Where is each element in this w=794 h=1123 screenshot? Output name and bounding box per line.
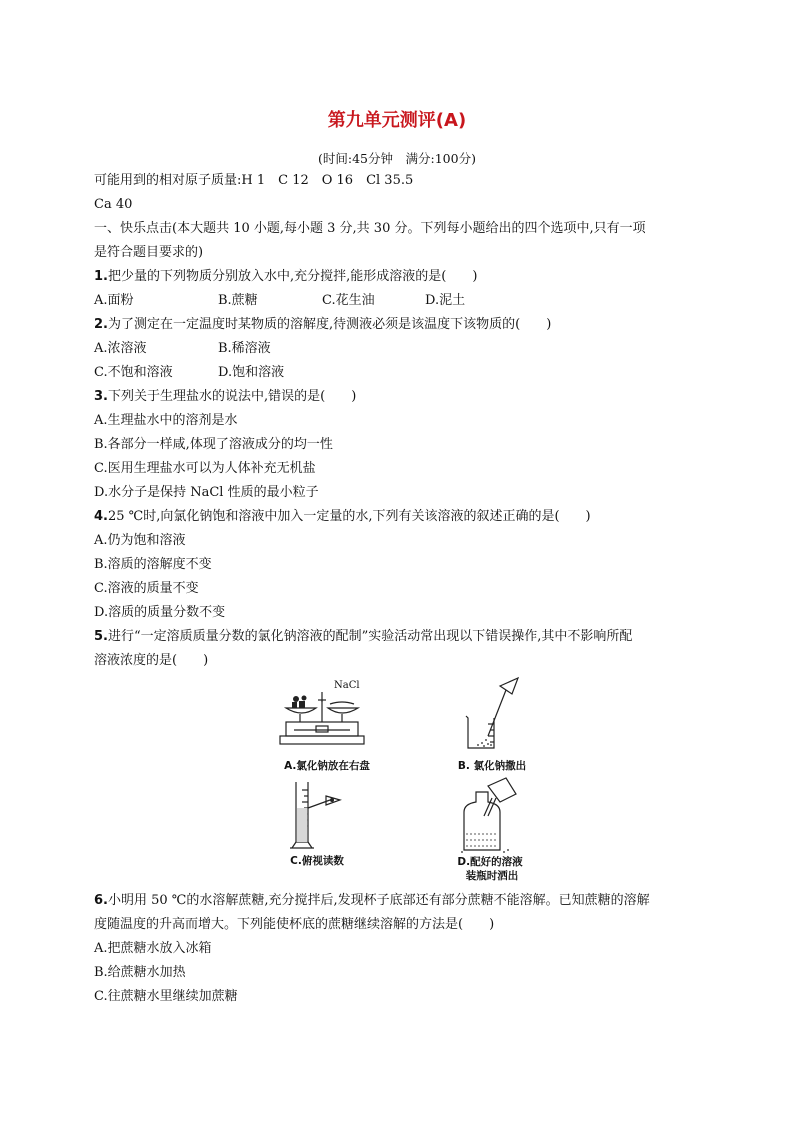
balance-illustration [276,674,376,752]
question-6-continued: 度随温度的升高而增大。下列能使杯底的蔗糖继续溶解的方法是( ) [94,917,495,932]
question-1 [94,269,477,285]
caption-c: C.俯视读数 [290,855,344,867]
q3-option-a: A.生理盐水中的溶剂是水 [94,413,238,428]
q4-option-a: A.仍为饱和溶液 [94,533,186,548]
q2-option-a: A.浓溶液 [94,341,147,356]
cylinder-reading-illustration [286,778,346,854]
nacl-label: NaCl [334,680,360,691]
question-text: 下列关于生理盐水的说法中,错误的是( ) [107,389,357,404]
question-number: 4. [94,509,108,524]
q4-option-c: C.溶液的质量不变 [94,581,199,596]
beaker-spill-illustration [458,676,528,754]
question-number: 3. [94,389,108,404]
section-header-line-2: 是符合题目要求的) [94,245,204,260]
question-5 [94,629,632,645]
question-text: 小明用 50 ℃的水溶解蔗糖,充分搅拌后,发现杯子底部还有部分蔗糖不能溶解。已知蔗糖的溶解 [107,893,650,908]
q1-option-d: D.泥土 [425,293,466,308]
caption-d-line-1: D.配好的溶液 [457,856,523,868]
q3-option-c: C.医用生理盐水可以为人体补充无机盐 [94,461,316,476]
caption-d-line-2: 装瓶时洒出 [465,870,519,882]
question-3 [94,389,356,405]
question-number: 6. [94,893,108,908]
q6-option-a: A.把蔗糖水放入冰箱 [94,941,212,956]
caption-a: A.氯化钠放在右盘 [284,760,370,772]
question-number: 1. [94,269,108,284]
question-text: 把少量的下列物质分别放入水中,充分搅拌,能形成溶液的是( ) [107,269,478,284]
q1-option-b: B.蔗糖 [218,293,258,308]
question-number: 2. [94,317,108,332]
exam-time-score: (时间:45分钟 满分:100分) [318,151,476,166]
question-text: 为了测定在一定温度时某物质的溶解度,待测液必须是该温度下该物质的( ) [107,317,552,332]
bottle-pour-illustration [454,776,534,854]
question-6 [94,893,650,909]
atomic-mass-line-1: 可能用到的相对原子质量:H 1 C 12 O 16 Cl 35.5 [94,173,414,188]
q6-option-c: C.往蔗糖水里继续加蔗糖 [94,989,238,1004]
q4-option-b: B.溶质的溶解度不变 [94,557,212,572]
q2-option-b: B.稀溶液 [218,341,271,356]
question-text: 25 ℃时,向氯化钠饱和溶液中加入一定量的水,下列有关该溶液的叙述正确的是( ) [107,509,591,524]
question-number: 5. [94,629,108,644]
q2-option-d: D.饱和溶液 [218,365,285,380]
q2-option-c: C.不饱和溶液 [94,365,173,380]
q4-option-d: D.溶质的质量分数不变 [94,605,226,620]
question-text: 进行“一定溶质质量分数的氯化钠溶液的配制”实验活动常出现以下错误操作,其中不影响所配 [107,629,633,644]
atomic-mass-line-2: Ca 40 [94,197,133,212]
section-header-line-1: 一、快乐点击(本大题共 10 小题,每小题 3 分,共 30 分。下列每小题给出的四个选项中,只有一项 [94,221,646,236]
caption-b: B. 氯化钠撒出 [457,760,527,772]
q3-option-b: B.各部分一样咸,体现了溶液成分的均一性 [94,437,333,452]
question-2 [94,317,551,333]
q1-option-c: C.花生油 [322,293,375,308]
question-5-continued: 溶液浓度的是( ) [94,653,209,668]
page-title: 第九单元测评(A) [327,110,467,131]
q6-option-b: B.给蔗糖水加热 [94,965,186,980]
q3-option-d: D.水分子是保持 NaCl 性质的最小粒子 [94,485,319,500]
q1-option-a: A.面粉 [94,293,134,308]
question-4 [94,509,591,525]
